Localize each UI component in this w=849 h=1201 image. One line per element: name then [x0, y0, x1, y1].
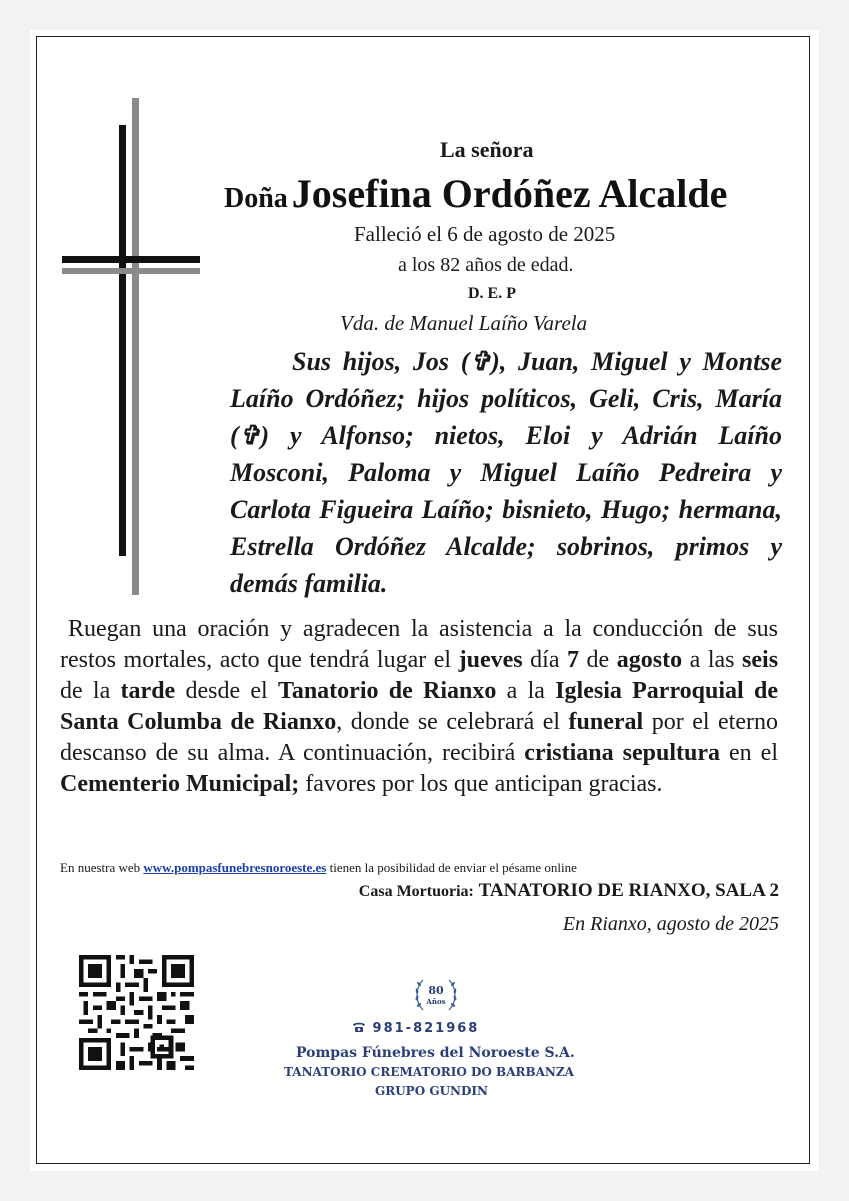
qr-code[interactable]	[79, 955, 194, 1070]
family-text-3: ) y Alfonso; nietos, Eloi y Adrián Laíño Mosconi, Paloma y Miguel Laíño Pedreira y Carlota Figueira Laíño; bisnieto, Hugo; hermana, Estrella Ordóñez Alcalde; sobrinos, primos y demás familia.	[230, 421, 782, 598]
phone-icon	[352, 1021, 366, 1033]
cross-black-vertical	[119, 125, 126, 556]
cross-small-icon: ✞	[238, 421, 261, 450]
family-text-2: ), Juan, Miguel y Montse Laíño Ordóñez; hijos políticos, Geli, Cris, María (	[230, 347, 782, 450]
crematorium-name: TANATORIO CREMATORIO DO BARBANZA	[284, 1065, 574, 1079]
mortuary	[359, 880, 779, 902]
cross-small-icon: ✞	[469, 347, 492, 376]
cross-gray-vertical	[132, 98, 139, 595]
mortuary-value: TANATORIO DE RIANXO, SALA 2	[478, 880, 779, 901]
anniversary-logo	[411, 970, 461, 1020]
website-link[interactable]: www.pompasfunebresnoroeste.es	[143, 860, 327, 875]
group-name: GRUPO GUNDIN	[375, 1084, 489, 1098]
family-text-1: Sus hijos, Jos (	[292, 347, 470, 376]
age: a los 82 años de edad.	[398, 254, 574, 276]
cross-black-horizontal	[62, 256, 200, 263]
rip-abbrev: D. E. P	[468, 285, 516, 302]
phone-number: 981-821968	[372, 1021, 480, 1036]
company-name: Pompas Fúnebres del Noroeste S.A.	[296, 1045, 575, 1061]
honorific: Doña	[224, 183, 288, 214]
ceremony-details: Ruegan una oración y agradecen la asistencia a la conducción de sus restos mortales, acto que tendrá lugar el jueves día 7 de agosto a las seis de la tarde desde el Tanatorio de Rianxo a la Iglesia Parroquial de Santa Columba de Rianxo, donde se celebrará el funeral por el eterno descanso de su alma. A continuación, recibirá cristiana sepultura en el Cementerio Municipal; favores por los que anticipan gracias.	[60, 616, 779, 797]
logo-years: Años	[426, 997, 446, 1006]
cross-gray-horizontal	[62, 268, 200, 274]
phone	[352, 1021, 479, 1036]
death-date: Falleció el 6 de agosto de 2025	[354, 222, 616, 246]
widow-of: Vda. de Manuel Laíño Varela	[340, 311, 588, 335]
place-date: En Rianxo, agosto de 2025	[562, 913, 779, 935]
family-list	[230, 343, 782, 602]
full-name: Josefina Ordóñez Alcalde	[291, 171, 728, 216]
deceased-name	[224, 170, 727, 217]
intro-label: La señora	[440, 137, 534, 162]
logo-number: 80	[428, 984, 444, 997]
mortuary-label: Casa Mortuoria:	[358, 883, 474, 900]
web-note: En nuestra web www.pompasfunebresnoroeste.es tienen la posibilidad de enviar el pésame online	[60, 860, 577, 875]
